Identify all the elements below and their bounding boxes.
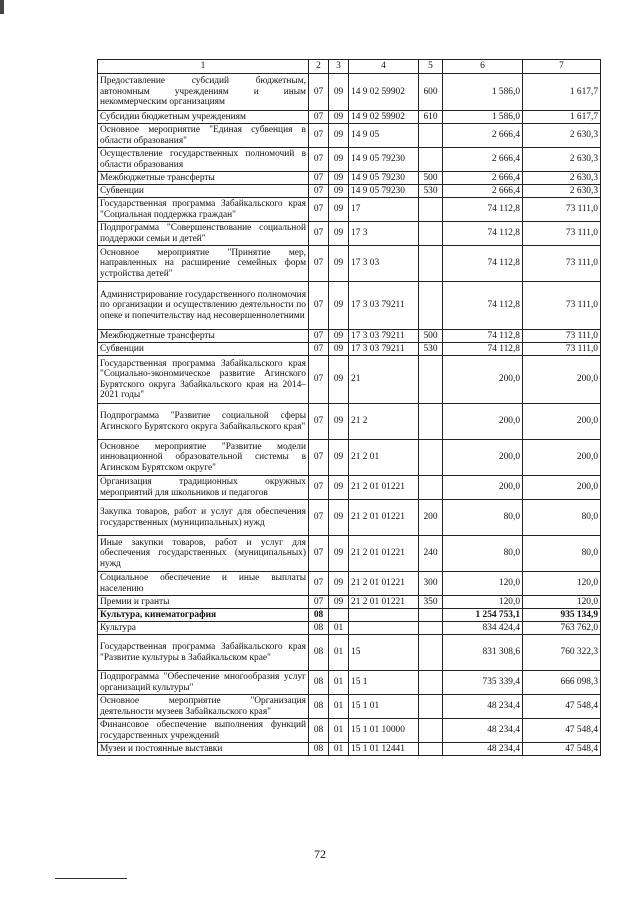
- table-row: [98, 404, 601, 440]
- row-name-cell: Предоставление субсидий бюджетным, автономным учреждениям и иным некоммерческим организациям: [98, 74, 309, 111]
- row-name-cell: Основное мероприятие "Единая субвенция в области образования": [98, 124, 309, 148]
- subsection-code-cell: 09: [329, 500, 349, 536]
- row-name-cell: Субвенции: [98, 343, 309, 356]
- subsection-code-cell: 09: [329, 148, 349, 172]
- amount-year1-cell: 74 112,8: [443, 222, 523, 246]
- section-code-cell: 07: [309, 185, 329, 198]
- amount-year1-cell: 80,0: [443, 536, 523, 572]
- section-code-cell: 07: [309, 74, 329, 111]
- row-name-cell: Социальное обеспечение и иные выплаты населению: [98, 572, 309, 596]
- amount-year2-cell: 73 111,0: [523, 246, 601, 282]
- row-name-cell: Культура, кинематография: [98, 609, 309, 622]
- row-name-cell: Подпрограмма "Обеспечение многообразия услуг организаций культуры": [98, 671, 309, 695]
- column-header: 4: [349, 60, 419, 74]
- target-code-cell: 21: [349, 356, 419, 404]
- amount-year1-cell: 48 234,4: [443, 695, 523, 719]
- amount-year1-cell: 74 112,8: [443, 246, 523, 282]
- subsection-code-cell: 09: [329, 536, 349, 572]
- row-name-cell: Организация традиционных окружных мероприятий для школьников и педагогов: [98, 476, 309, 500]
- row-name-cell: Подпрограмма "Развитие социальной сферы Агинского Бурятского округа Забайкальского края": [98, 404, 309, 440]
- expense-type-cell: 530: [419, 343, 443, 356]
- amount-year1-cell: 735 339,4: [443, 671, 523, 695]
- scan-corner-mark: [0, 0, 4, 14]
- amount-year1-cell: 74 112,8: [443, 198, 523, 222]
- amount-year2-cell: 2 630,3: [523, 172, 601, 185]
- table-row: [98, 330, 601, 343]
- expense-type-cell: [419, 609, 443, 622]
- section-code-cell: 07: [309, 404, 329, 440]
- subsection-code-cell: 09: [329, 246, 349, 282]
- subsection-code-cell: 09: [329, 596, 349, 609]
- section-code-cell: 07: [309, 536, 329, 572]
- table-row: [98, 622, 601, 635]
- target-code-cell: [349, 609, 419, 622]
- target-code-cell: 21 2 01: [349, 440, 419, 476]
- amount-year2-cell: 73 111,0: [523, 198, 601, 222]
- row-name-cell: Закупка товаров, работ и услуг для обеспечения государственных (муниципальных) нужд: [98, 500, 309, 536]
- expense-type-cell: 600: [419, 74, 443, 111]
- amount-year1-cell: 200,0: [443, 476, 523, 500]
- amount-year2-cell: 1 617,7: [523, 111, 601, 124]
- subsection-code-cell: 09: [329, 356, 349, 404]
- target-code-cell: 15: [349, 635, 419, 671]
- target-code-cell: 17 3 03 79211: [349, 330, 419, 343]
- expense-type-cell: 350: [419, 596, 443, 609]
- table-row: [98, 719, 601, 743]
- amount-year2-cell: 2 630,3: [523, 148, 601, 172]
- section-code-cell: 07: [309, 356, 329, 404]
- subsection-code-cell: 09: [329, 124, 349, 148]
- subsection-code-cell: 09: [329, 282, 349, 330]
- expense-type-cell: [419, 198, 443, 222]
- table-body: [98, 74, 601, 756]
- row-name-cell: Осуществление государственных полномочий в области образования: [98, 148, 309, 172]
- target-code-cell: 21 2 01 01221: [349, 476, 419, 500]
- row-name-cell: Межбюджетные трансферты: [98, 330, 309, 343]
- subsection-code-cell: 01: [329, 622, 349, 635]
- subsection-code-cell: [329, 609, 349, 622]
- subsection-code-cell: 09: [329, 572, 349, 596]
- row-name-cell: Субсидии бюджетным учреждениям: [98, 111, 309, 124]
- target-code-cell: 15 1 01: [349, 695, 419, 719]
- subsection-code-cell: 09: [329, 74, 349, 111]
- amount-year1-cell: 2 666,4: [443, 185, 523, 198]
- table-row: [98, 536, 601, 572]
- target-code-cell: 17 3 03 79211: [349, 343, 419, 356]
- table-row: [98, 695, 601, 719]
- table-row: [98, 476, 601, 500]
- target-code-cell: 14 9 05 79230: [349, 148, 419, 172]
- section-code-cell: 07: [309, 343, 329, 356]
- section-code-cell: 07: [309, 476, 329, 500]
- expense-type-cell: [419, 440, 443, 476]
- amount-year2-cell: 2 630,3: [523, 124, 601, 148]
- amount-year1-cell: 48 234,4: [443, 719, 523, 743]
- section-code-cell: 07: [309, 282, 329, 330]
- amount-year2-cell: 73 111,0: [523, 343, 601, 356]
- section-code-cell: 07: [309, 440, 329, 476]
- footer-rule: [55, 878, 127, 879]
- table-row: [98, 572, 601, 596]
- table-row: [98, 743, 601, 756]
- subsection-code-cell: 09: [329, 185, 349, 198]
- amount-year1-cell: 48 234,4: [443, 743, 523, 756]
- section-code-cell: 07: [309, 124, 329, 148]
- subsection-code-cell: 09: [329, 222, 349, 246]
- column-header: 6: [443, 60, 523, 74]
- section-code-cell: 08: [309, 609, 329, 622]
- subsection-code-cell: 09: [329, 172, 349, 185]
- column-number-row: [98, 60, 601, 74]
- column-header: 2: [309, 60, 329, 74]
- amount-year2-cell: 80,0: [523, 500, 601, 536]
- row-name-cell: Основное мероприятие "Принятие мер, направленных на расширение семейных форм устройства детей": [98, 246, 309, 282]
- expense-type-cell: 500: [419, 172, 443, 185]
- amount-year2-cell: 760 322,3: [523, 635, 601, 671]
- target-code-cell: 21 2 01 01221: [349, 596, 419, 609]
- table-row: [98, 172, 601, 185]
- table-row: [98, 609, 601, 622]
- expense-type-cell: [419, 695, 443, 719]
- target-code-cell: 15 1 01 10000: [349, 719, 419, 743]
- target-code-cell: 21 2 01 01221: [349, 572, 419, 596]
- column-header: 1: [98, 60, 309, 74]
- row-name-cell: Администрирование государственного полномочия по организации и осуществлению деятельности по опеке и попечительству над несовершеннолетними: [98, 282, 309, 330]
- target-code-cell: 21 2 01 01221: [349, 500, 419, 536]
- section-code-cell: 08: [309, 695, 329, 719]
- expense-type-cell: [419, 404, 443, 440]
- amount-year2-cell: 1 617,7: [523, 74, 601, 111]
- table-row: [98, 282, 601, 330]
- expense-type-cell: [419, 743, 443, 756]
- subsection-code-cell: 01: [329, 743, 349, 756]
- amount-year1-cell: 74 112,8: [443, 282, 523, 330]
- expense-type-cell: 610: [419, 111, 443, 124]
- expense-type-cell: 300: [419, 572, 443, 596]
- column-header: 7: [523, 60, 601, 74]
- expense-type-cell: 530: [419, 185, 443, 198]
- amount-year1-cell: 2 666,4: [443, 124, 523, 148]
- amount-year1-cell: 120,0: [443, 572, 523, 596]
- column-header: 5: [419, 60, 443, 74]
- row-name-cell: Премии и гранты: [98, 596, 309, 609]
- section-code-cell: 07: [309, 330, 329, 343]
- row-name-cell: Субвенции: [98, 185, 309, 198]
- subsection-code-cell: 09: [329, 330, 349, 343]
- subsection-code-cell: 01: [329, 695, 349, 719]
- target-code-cell: 15 1 01 12441: [349, 743, 419, 756]
- amount-year1-cell: 200,0: [443, 404, 523, 440]
- amount-year1-cell: 1 586,0: [443, 111, 523, 124]
- subsection-code-cell: 09: [329, 440, 349, 476]
- column-header: 3: [329, 60, 349, 74]
- section-code-cell: 07: [309, 246, 329, 282]
- expense-type-cell: 240: [419, 536, 443, 572]
- table-row: [98, 124, 601, 148]
- amount-year1-cell: 200,0: [443, 356, 523, 404]
- amount-year2-cell: 47 548,4: [523, 719, 601, 743]
- table-row: [98, 111, 601, 124]
- amount-year2-cell: 80,0: [523, 536, 601, 572]
- expense-type-cell: [419, 124, 443, 148]
- table-row: [98, 596, 601, 609]
- page-number: 72: [314, 847, 326, 861]
- row-name-cell: Основное мероприятие "Развитие модели инновационной образовательной системы в Агинском Бурятском округе": [98, 440, 309, 476]
- amount-year2-cell: 2 630,3: [523, 185, 601, 198]
- table-row: [98, 148, 601, 172]
- subsection-code-cell: 09: [329, 198, 349, 222]
- expense-type-cell: [419, 622, 443, 635]
- row-name-cell: Межбюджетные трансферты: [98, 172, 309, 185]
- section-code-cell: 08: [309, 719, 329, 743]
- subsection-code-cell: 09: [329, 476, 349, 500]
- table-row: [98, 74, 601, 111]
- table-row: [98, 356, 601, 404]
- target-code-cell: 21 2 01 01221: [349, 536, 419, 572]
- amount-year1-cell: 80,0: [443, 500, 523, 536]
- table-row: [98, 246, 601, 282]
- table-row: [98, 343, 601, 356]
- section-code-cell: 08: [309, 743, 329, 756]
- expense-type-cell: [419, 222, 443, 246]
- subsection-code-cell: 01: [329, 635, 349, 671]
- expense-type-cell: [419, 282, 443, 330]
- section-code-cell: 07: [309, 596, 329, 609]
- amount-year1-cell: 74 112,8: [443, 330, 523, 343]
- table-row: [98, 185, 601, 198]
- amount-year2-cell: 47 548,4: [523, 695, 601, 719]
- target-code-cell: 21 2: [349, 404, 419, 440]
- row-name-cell: Основное мероприятие "Организация деятельности музеев Забайкальского края": [98, 695, 309, 719]
- amount-year2-cell: 200,0: [523, 356, 601, 404]
- subsection-code-cell: 01: [329, 671, 349, 695]
- amount-year2-cell: 666 098,3: [523, 671, 601, 695]
- target-code-cell: 14 9 02 59902: [349, 74, 419, 111]
- row-name-cell: Музеи и постоянные выставки: [98, 743, 309, 756]
- section-code-cell: 08: [309, 671, 329, 695]
- section-code-cell: 07: [309, 222, 329, 246]
- target-code-cell: 17 3 03: [349, 246, 419, 282]
- budget-table: [97, 59, 601, 756]
- expense-type-cell: [419, 476, 443, 500]
- amount-year2-cell: 120,0: [523, 596, 601, 609]
- row-name-cell: Государственная программа Забайкальского края "Социальная поддержка граждан": [98, 198, 309, 222]
- amount-year2-cell: 935 134,9: [523, 609, 601, 622]
- amount-year2-cell: 200,0: [523, 404, 601, 440]
- row-name-cell: Культура: [98, 622, 309, 635]
- expense-type-cell: [419, 356, 443, 404]
- amount-year1-cell: 2 666,4: [443, 148, 523, 172]
- table-row: [98, 222, 601, 246]
- target-code-cell: 17: [349, 198, 419, 222]
- expense-type-cell: 200: [419, 500, 443, 536]
- target-code-cell: 14 9 05 79230: [349, 185, 419, 198]
- amount-year2-cell: 763 762,0: [523, 622, 601, 635]
- subsection-code-cell: 09: [329, 343, 349, 356]
- amount-year2-cell: 73 111,0: [523, 282, 601, 330]
- row-name-cell: Государственная программа Забайкальского края "Социально-экономическое развитие Агинского Бурятского округа Забайкальского края на 2014–2021 годы": [98, 356, 309, 404]
- expense-type-cell: [419, 148, 443, 172]
- amount-year1-cell: 200,0: [443, 440, 523, 476]
- amount-year2-cell: 200,0: [523, 476, 601, 500]
- row-name-cell: Иные закупки товаров, работ и услуг для обеспечения государственных (муниципальных) нужд: [98, 536, 309, 572]
- subsection-code-cell: 09: [329, 111, 349, 124]
- target-code-cell: 14 9 02 59902: [349, 111, 419, 124]
- expense-type-cell: [419, 671, 443, 695]
- amount-year1-cell: 120,0: [443, 596, 523, 609]
- expense-type-cell: [419, 719, 443, 743]
- subsection-code-cell: 09: [329, 404, 349, 440]
- amount-year1-cell: 831 308,6: [443, 635, 523, 671]
- amount-year2-cell: 73 111,0: [523, 222, 601, 246]
- table-row: [98, 671, 601, 695]
- subsection-code-cell: 01: [329, 719, 349, 743]
- expense-type-cell: 500: [419, 330, 443, 343]
- expense-type-cell: [419, 635, 443, 671]
- row-name-cell: Подпрограмма "Совершенствование социальной поддержки семьи и детей": [98, 222, 309, 246]
- amount-year1-cell: 74 112,8: [443, 343, 523, 356]
- amount-year1-cell: 1 254 753,1: [443, 609, 523, 622]
- row-name-cell: Финансовое обеспечение выполнения функций государственных учреждений: [98, 719, 309, 743]
- target-code-cell: 17 3 03 79211: [349, 282, 419, 330]
- expense-type-cell: [419, 246, 443, 282]
- amount-year1-cell: 2 666,4: [443, 172, 523, 185]
- amount-year2-cell: 200,0: [523, 440, 601, 476]
- table-row: [98, 198, 601, 222]
- target-code-cell: 17 3: [349, 222, 419, 246]
- target-code-cell: 14 9 05 79230: [349, 172, 419, 185]
- amount-year2-cell: 73 111,0: [523, 330, 601, 343]
- section-code-cell: 07: [309, 172, 329, 185]
- table-row: [98, 440, 601, 476]
- target-code-cell: 15 1: [349, 671, 419, 695]
- section-code-cell: 07: [309, 148, 329, 172]
- amount-year1-cell: 1 586,0: [443, 74, 523, 111]
- section-code-cell: 08: [309, 635, 329, 671]
- section-code-cell: 08: [309, 622, 329, 635]
- row-name-cell: Государственная программа Забайкальского края "Развитие культуры в Забайкальском крае": [98, 635, 309, 671]
- amount-year1-cell: 834 424,4: [443, 622, 523, 635]
- amount-year2-cell: 120,0: [523, 572, 601, 596]
- table-row: [98, 635, 601, 671]
- target-code-cell: 14 9 05: [349, 124, 419, 148]
- section-code-cell: 07: [309, 111, 329, 124]
- amount-year2-cell: 47 548,4: [523, 743, 601, 756]
- section-code-cell: 07: [309, 500, 329, 536]
- section-code-cell: 07: [309, 572, 329, 596]
- section-code-cell: 07: [309, 198, 329, 222]
- table-row: [98, 500, 601, 536]
- budget-table-wrapper: [97, 59, 600, 756]
- target-code-cell: [349, 622, 419, 635]
